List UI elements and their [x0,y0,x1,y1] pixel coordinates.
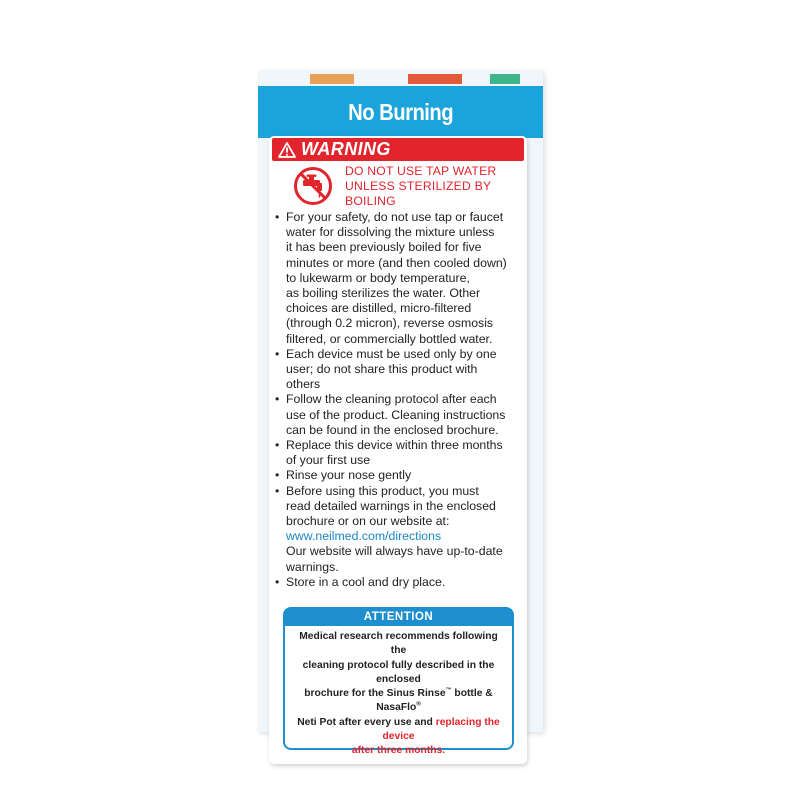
bullet-line: • For your safety, do not use tap or faucet [286,210,504,224]
warning-label: WARNING [301,139,391,159]
bullet-line: • Follow the cleaning protocol after each [286,392,497,407]
attention-text: brochure for the Sinus Rinse [304,688,446,700]
no-tap-water-icon [293,166,333,206]
bullet-line: Our website will always have up-to-date [286,544,503,559]
bullet-read-warnings [275,484,523,575]
bullet-line: (through 0.2 micron), reverse osmosis [286,316,494,331]
color-swatch-orange [310,74,354,84]
bullet-rinse-gently [275,468,523,483]
tap-notice-line: UNLESS STERILIZED BY [345,179,492,193]
bullet-single-user [275,347,523,393]
bullet-line: to lukewarm or body temperature, [286,270,470,285]
bullet-line: use of the product. Cleaning instructions [286,407,506,422]
bullet-storage [275,575,523,590]
bullet-tap-water [275,210,523,347]
attention-line: cleaning protocol fully described in the enclosed [302,659,495,685]
bullet-line: can be found in the enclosed brochure. [286,422,499,437]
bullet-line: • Replace this device within three months [286,438,503,453]
color-swatch-green [490,74,520,84]
bullet-line: warnings. [286,559,339,574]
warning-banner [272,138,524,161]
tap-notice-line: BOILING [345,194,396,208]
bullet-line: of your first use [286,453,371,468]
bullet-line: user; do not share this product with [286,362,478,377]
top-color-strip [258,70,543,86]
bullet-replace [275,438,523,468]
bullet-line: • Each device must be used only by one [286,346,497,361]
attention-text: Neti Pot after every use and [297,716,436,728]
bullet-line: others [286,377,321,392]
tap-notice-line: DO NOT USE TAP WATER [345,164,497,178]
registered-symbol: ® [416,702,421,709]
color-swatch-red [408,74,462,84]
attention-body [285,626,512,759]
bullet-line: it has been previously boiled for five [286,240,482,255]
tap-water-notice [282,164,522,209]
header-band [258,86,543,138]
attention-line [291,716,506,745]
bullet-cleaning [275,392,523,438]
tap-water-text [345,164,521,209]
header-title: No Burning [348,98,453,125]
bullet-line: water for dissolving the mixture unless [286,225,495,240]
warning-bullet-list [275,210,523,590]
product-box-side [258,70,543,757]
attention-heading: ATTENTION [285,609,512,626]
website-link[interactable]: www.neilmed.com/directions [286,529,442,544]
bullet-line: read detailed warnings in the enclosed [286,498,496,513]
attention-highlight: after three months. [351,745,446,757]
trademark-symbol: ™ [445,687,452,694]
attention-highlight: replacing the device [382,716,500,743]
warning-triangle-icon [278,142,296,158]
bullet-line: choices are distilled, micro-filtered [286,301,472,316]
attention-line [291,687,506,716]
bullet-line: • Rinse your nose gently [286,468,412,483]
bullet-line: brochure or on our website at: [286,514,450,529]
bullet-line: as boiling sterilizes the water. Other [286,286,481,301]
attention-line: Medical research recommends following the [299,631,498,657]
warning-panel [269,136,527,764]
bullet-line: • Store in a cool and dry place. [286,574,446,589]
attention-text: bottle & NasaFlo [376,688,493,714]
bullet-line: minutes or more (and then cooled down) [286,255,507,270]
bullet-line: filtered, or commercially bottled water. [286,331,493,346]
bullet-line: • Before using this product, you must [286,483,479,498]
attention-box [283,607,514,757]
